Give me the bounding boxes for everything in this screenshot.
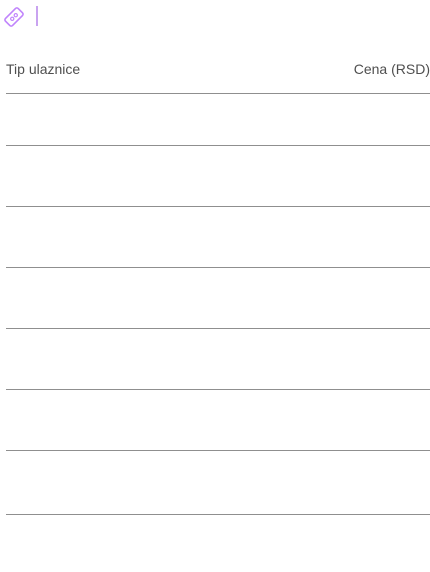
table-row[interactable] bbox=[6, 389, 430, 390]
table-row[interactable] bbox=[6, 328, 430, 329]
table-row[interactable] bbox=[6, 206, 430, 207]
column-header-price[interactable]: Cena (RSD) bbox=[353, 61, 430, 77]
table-row[interactable] bbox=[6, 450, 430, 451]
table-row[interactable] bbox=[6, 145, 430, 146]
table-row[interactable] bbox=[6, 267, 430, 268]
column-header-ticket-type[interactable]: Tip ulaznice bbox=[6, 61, 81, 77]
ticket-icon[interactable] bbox=[1, 4, 27, 30]
table-header bbox=[6, 58, 430, 94]
table-row[interactable] bbox=[6, 514, 430, 515]
top-bar bbox=[0, 0, 430, 36]
text-cursor bbox=[36, 6, 38, 26]
